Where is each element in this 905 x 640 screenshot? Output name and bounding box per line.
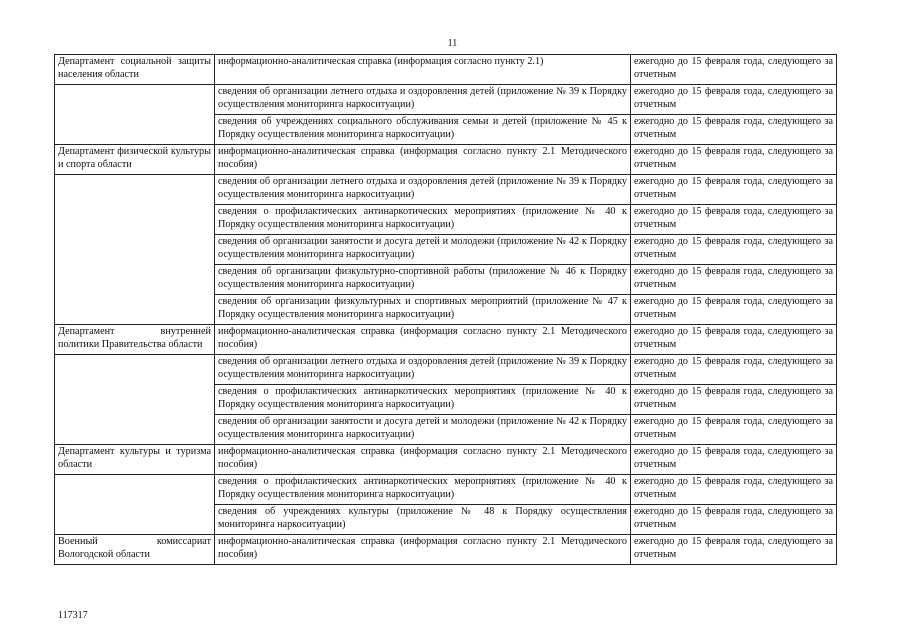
department-cell: Департамент внутренней политики Правительства области	[55, 325, 215, 355]
table-row	[55, 415, 837, 445]
document-cell: сведения об организации занятости и досуга детей и молодежи (приложение № 42 к Порядку осуществления мониторинга наркоситуации)	[215, 415, 631, 445]
table-body	[55, 55, 837, 565]
document-cell: сведения о профилактических антинаркотических мероприятиях (приложение № 40 к Порядку осуществления мониторинга наркоситуации)	[215, 205, 631, 235]
table-row	[55, 325, 837, 355]
table-row	[55, 355, 837, 385]
table-row	[55, 535, 837, 565]
department-cell	[55, 415, 215, 445]
deadline-cell: ежегодно до 15 февраля года, следующего за отчетным	[631, 85, 837, 115]
document-cell: сведения об организации летнего отдыха и оздоровления детей (приложение № 39 к Порядку осуществления мониторинга наркоситуации)	[215, 175, 631, 205]
deadline-cell: ежегодно до 15 февраля года, следующего за отчетным	[631, 145, 837, 175]
document-code: 117317	[58, 610, 88, 621]
document-cell: сведения о профилактических антинаркотических мероприятиях (приложение № 40 к Порядку осуществления мониторинга наркоситуации)	[215, 475, 631, 505]
deadline-cell: ежегодно до 15 февраля года, следующего за отчетным	[631, 355, 837, 385]
deadline-cell: ежегодно до 15 февраля года, следующего за отчетным	[631, 445, 837, 475]
table-row	[55, 475, 837, 505]
document-cell: сведения об организации физкультурно-спортивной работы (приложение № 46 к Порядку осуществления мониторинга наркоситуации)	[215, 265, 631, 295]
table-row	[55, 115, 837, 145]
deadline-cell: ежегодно до 15 февраля года, следующего за отчетным	[631, 295, 837, 325]
deadline-cell: ежегодно до 15 февраля года, следующего за отчетным	[631, 505, 837, 535]
document-cell: сведения об организации физкультурных и спортивных мероприятий (приложение № 47 к Порядку осуществления мониторинга наркоситуации)	[215, 295, 631, 325]
table-row	[55, 205, 837, 235]
document-cell: сведения об организации занятости и досуга детей и молодежи (приложение № 42 к Порядку осуществления мониторинга наркоситуации)	[215, 235, 631, 265]
document-cell: информационно-аналитическая справка (информация согласно пункту 2.1)	[215, 55, 631, 85]
deadline-cell: ежегодно до 15 февраля года, следующего за отчетным	[631, 415, 837, 445]
document-cell: сведения об учреждениях культуры (приложение № 48 к Порядку осуществления мониторинга наркоситуации)	[215, 505, 631, 535]
department-cell	[55, 85, 215, 115]
department-cell	[55, 385, 215, 415]
department-cell: Департамент физической культуры и спорта области	[55, 145, 215, 175]
document-cell: сведения об организации летнего отдыха и оздоровления детей (приложение № 39 к Порядку осуществления мониторинга наркоситуации)	[215, 85, 631, 115]
deadline-cell: ежегодно до 15 февраля года, следующего за отчетным	[631, 115, 837, 145]
table-row	[55, 295, 837, 325]
department-cell	[55, 265, 215, 295]
document-cell: сведения о профилактических антинаркотических мероприятиях (приложение № 40 к Порядку осуществления мониторинга наркоситуации)	[215, 385, 631, 415]
deadline-cell: ежегодно до 15 февраля года, следующего за отчетным	[631, 205, 837, 235]
table-row	[55, 85, 837, 115]
deadline-cell: ежегодно до 15 февраля года, следующего за отчетным	[631, 235, 837, 265]
department-cell	[55, 505, 215, 535]
table-row	[55, 265, 837, 295]
table-row	[55, 505, 837, 535]
document-cell: информационно-аналитическая справка (информация согласно пункту 2.1 Методического пособия)	[215, 535, 631, 565]
department-cell	[55, 205, 215, 235]
department-cell: Департамент культуры и туризма области	[55, 445, 215, 475]
document-cell: сведения об учреждениях социального обслуживания семьи и детей (приложение № 45 к Порядку осуществления мониторинга наркоситуации)	[215, 115, 631, 145]
document-cell: информационно-аналитическая справка (информация согласно пункту 2.1 Методического пособия)	[215, 445, 631, 475]
deadline-cell: ежегодно до 15 февраля года, следующего за отчетным	[631, 475, 837, 505]
monitoring-report-table	[54, 54, 837, 565]
table-row	[55, 55, 837, 85]
table-row	[55, 175, 837, 205]
department-cell	[55, 235, 215, 265]
deadline-cell: ежегодно до 15 февраля года, следующего за отчетным	[631, 385, 837, 415]
page-number: 11	[447, 38, 458, 49]
document-cell: информационно-аналитическая справка (информация согласно пункту 2.1 Методического пособия)	[215, 325, 631, 355]
table-row	[55, 445, 837, 475]
department-cell	[55, 475, 215, 505]
department-cell: Департамент социальной защиты населения области	[55, 55, 215, 85]
department-cell	[55, 355, 215, 385]
deadline-cell: ежегодно до 15 февраля года, следующего за отчетным	[631, 175, 837, 205]
table-row	[55, 235, 837, 265]
document-cell: сведения об организации летнего отдыха и оздоровления детей (приложение № 39 к Порядку осуществления мониторинга наркоситуации)	[215, 355, 631, 385]
department-cell	[55, 175, 215, 205]
deadline-cell: ежегодно до 15 февраля года, следующего за отчетным	[631, 325, 837, 355]
table-row	[55, 145, 837, 175]
department-cell	[55, 115, 215, 145]
document-cell: информационно-аналитическая справка (информация согласно пункту 2.1 Методического пособия)	[215, 145, 631, 175]
deadline-cell: ежегодно до 15 февраля года, следующего за отчетным	[631, 535, 837, 565]
deadline-cell: ежегодно до 15 февраля года, следующего за отчетным	[631, 55, 837, 85]
department-cell	[55, 295, 215, 325]
department-cell: Военный комиссариат Вологодской области	[55, 535, 215, 565]
deadline-cell: ежегодно до 15 февраля года, следующего за отчетным	[631, 265, 837, 295]
table-row	[55, 385, 837, 415]
